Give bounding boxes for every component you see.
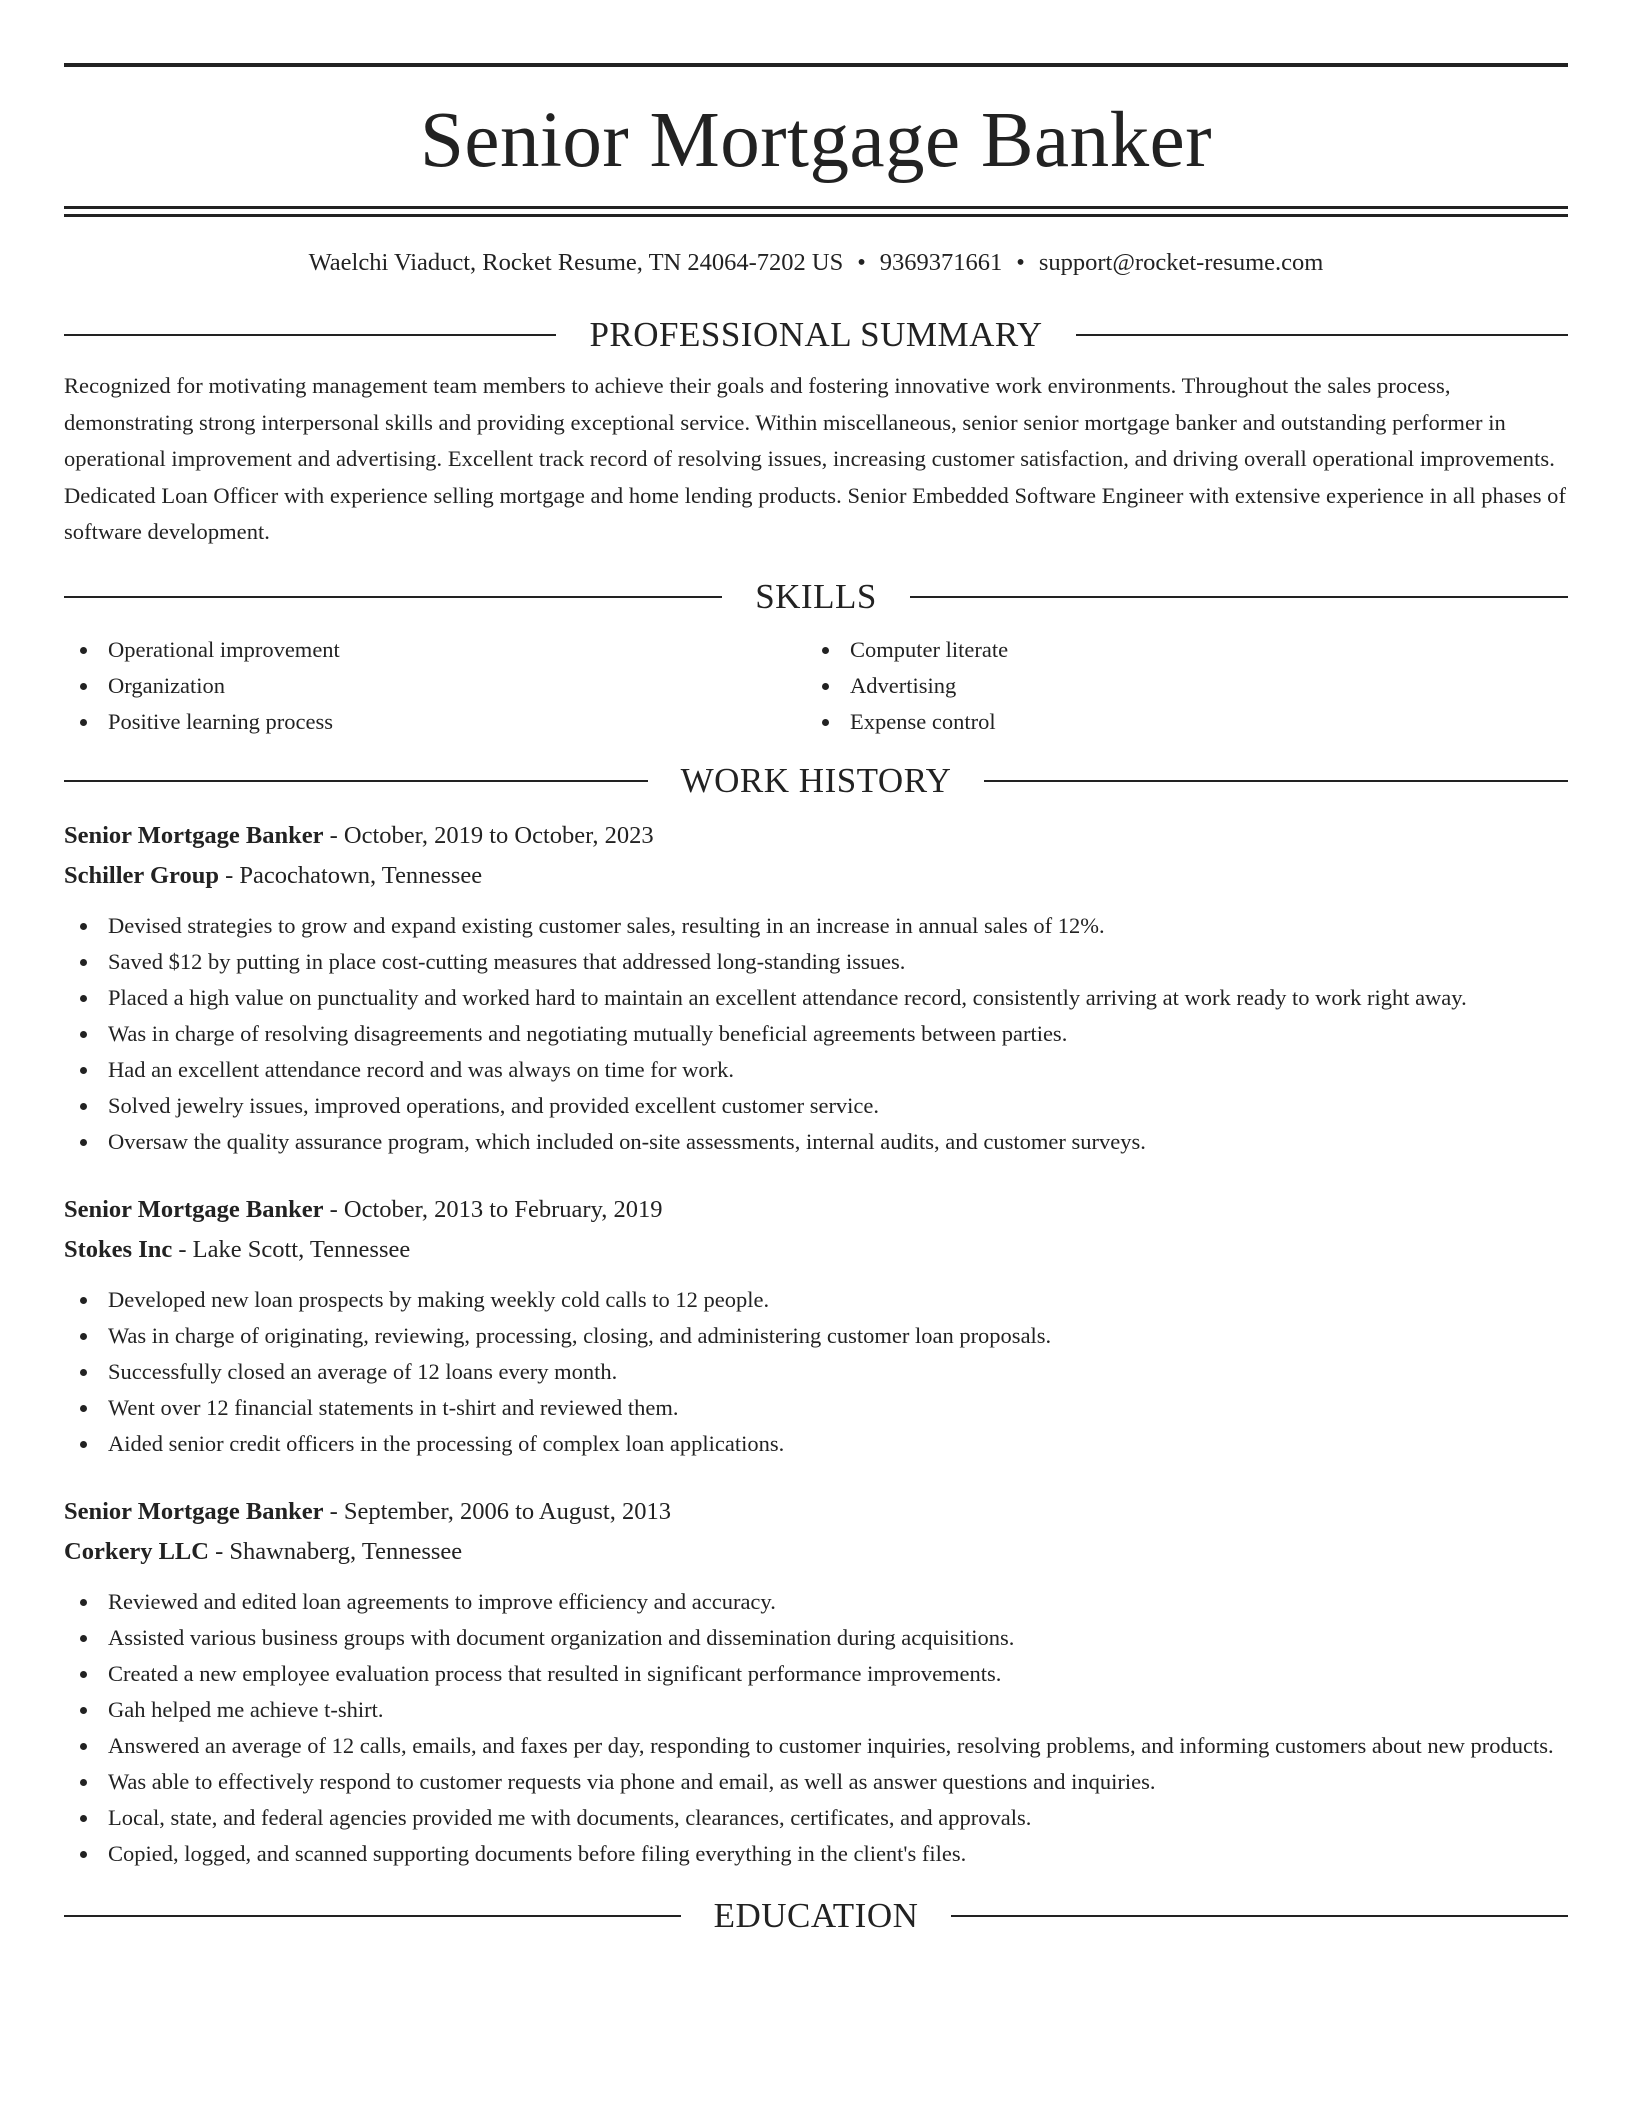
section-title-education: EDUCATION — [713, 1895, 919, 1935]
job-dates: - October, 2019 to October, 2023 — [323, 821, 654, 849]
skills-column-right — [806, 632, 1548, 740]
header-top-rule — [64, 63, 1568, 67]
job-company-line — [64, 1532, 1568, 1572]
skills-grid — [64, 632, 1568, 740]
skill-item: Computer literate — [806, 632, 1548, 668]
job-bullet: Gah helped me achieve t-shirt. — [64, 1692, 1568, 1728]
section-header-work — [64, 759, 1568, 803]
skill-item: Advertising — [806, 668, 1548, 704]
job-bullet: Aided senior credit officers in the processing of complex loan applications. — [64, 1426, 1568, 1462]
job-company: Corkery LLC — [64, 1537, 209, 1565]
job-bullet: Answered an average of 12 calls, emails, and faxes per day, responding to customer inquiries, resolving problems, and informing customers about new products. — [64, 1728, 1568, 1764]
job-bullet: Solved jewelry issues, improved operations, and provided excellent customer service. — [64, 1088, 1568, 1124]
job-bullet: Was in charge of originating, reviewing, processing, closing, and administering customer loan proposals. — [64, 1318, 1568, 1354]
job-title: Senior Mortgage Banker — [64, 821, 324, 849]
skill-item: Organization — [64, 668, 806, 704]
job-entry — [64, 816, 1568, 1160]
section-header-skills — [64, 575, 1568, 619]
job-company: Stokes Inc — [64, 1235, 173, 1263]
job-bullet: Placed a high value on punctuality and worked hard to maintain an excellent attendance record, consistently arriving at work ready to work right away. — [64, 980, 1568, 1016]
job-entry — [64, 1190, 1568, 1462]
contact-separator: • — [857, 249, 866, 276]
contact-line — [64, 243, 1568, 283]
job-bullets — [64, 1282, 1568, 1462]
job-bullet: Was able to effectively respond to customer requests via phone and email, as well as answer questions and inquiries. — [64, 1764, 1568, 1800]
job-bullet: Reviewed and edited loan agreements to improve efficiency and accuracy. — [64, 1584, 1568, 1620]
skill-item: Expense control — [806, 704, 1548, 740]
contact-address: Waelchi Viaduct, Rocket Resume, TN 24064-7202 US — [308, 249, 844, 276]
job-bullet: Successfully closed an average of 12 loans every month. — [64, 1354, 1568, 1390]
job-company-line — [64, 1230, 1568, 1270]
contact-phone: 9369371661 — [879, 249, 1003, 276]
job-title-line — [64, 1492, 1568, 1532]
job-bullet: Had an excellent attendance record and was always on time for work. — [64, 1052, 1568, 1088]
section-header-summary — [64, 313, 1568, 357]
job-title: Senior Mortgage Banker — [64, 1497, 324, 1525]
job-bullet: Created a new employee evaluation process that resulted in significant performance improvements. — [64, 1656, 1568, 1692]
job-dates: - October, 2013 to February, 2019 — [323, 1195, 663, 1223]
skill-item: Positive learning process — [64, 704, 806, 740]
job-bullet: Went over 12 financial statements in t-shirt and reviewed them. — [64, 1390, 1568, 1426]
section-header-education — [64, 1894, 1568, 1938]
resume-page — [64, 0, 1568, 1938]
job-bullet: Oversaw the quality assurance program, which included on-site assessments, internal audits, and customer surveys. — [64, 1124, 1568, 1160]
resume-title: Senior Mortgage Banker — [419, 97, 1212, 184]
job-bullet: Saved $12 by putting in place cost-cutting measures that addressed long-standing issues. — [64, 944, 1568, 980]
contact-email[interactable]: support@rocket-resume.com — [1038, 249, 1324, 276]
skills-column-left — [64, 632, 806, 740]
skill-item: Operational improvement — [64, 632, 806, 668]
job-title: Senior Mortgage Banker — [64, 1195, 324, 1223]
summary-text: Recognized for motivating management team members to achieve their goals and fostering innovative work environments. Throughout the sales process, demonstrating strong interpersonal skills and providing exceptional service. Within miscellaneous, senior senior mortgage banker and outstanding performer in operational improvement and advertising. Excellent track record of resolving issues, increasing customer satisfaction, and driving overall operational improvements. Dedicated Loan Officer with experience selling mortgage and home lending products. Senior Embedded Software Engineer with extensive experience in all phases of software development. — [64, 373, 1567, 544]
job-location: - Pacochatown, Tennessee — [218, 861, 483, 889]
job-title-line — [64, 1190, 1568, 1230]
job-title-line — [64, 816, 1568, 856]
job-location: - Shawnaberg, Tennessee — [208, 1537, 463, 1565]
section-title-skills: SKILLS — [755, 576, 877, 616]
job-location: - Lake Scott, Tennessee — [172, 1235, 411, 1263]
job-bullets — [64, 1584, 1568, 1872]
job-company: Schiller Group — [64, 861, 219, 889]
job-entry — [64, 1492, 1568, 1872]
header-double-rule — [64, 206, 1568, 216]
job-bullet: Local, state, and federal agencies provided me with documents, clearances, certificates, and approvals. — [64, 1800, 1568, 1836]
contact-separator: • — [1016, 249, 1025, 276]
job-bullet: Was in charge of resolving disagreements and negotiating mutually beneficial agreements between parties. — [64, 1016, 1568, 1052]
section-title-summary: PROFESSIONAL SUMMARY — [589, 315, 1043, 354]
job-bullet: Copied, logged, and scanned supporting documents before filing everything in the client's files. — [64, 1836, 1568, 1872]
job-bullet: Assisted various business groups with document organization and dissemination during acquisitions. — [64, 1620, 1568, 1656]
job-bullets — [64, 908, 1568, 1160]
job-bullet: Devised strategies to grow and expand existing customer sales, resulting in an increase in annual sales of 12%. — [64, 908, 1568, 944]
section-title-work: WORK HISTORY — [680, 760, 952, 800]
job-bullet: Developed new loan prospects by making weekly cold calls to 12 people. — [64, 1282, 1568, 1318]
job-company-line — [64, 856, 1568, 896]
job-dates: - September, 2006 to August, 2013 — [323, 1497, 671, 1525]
